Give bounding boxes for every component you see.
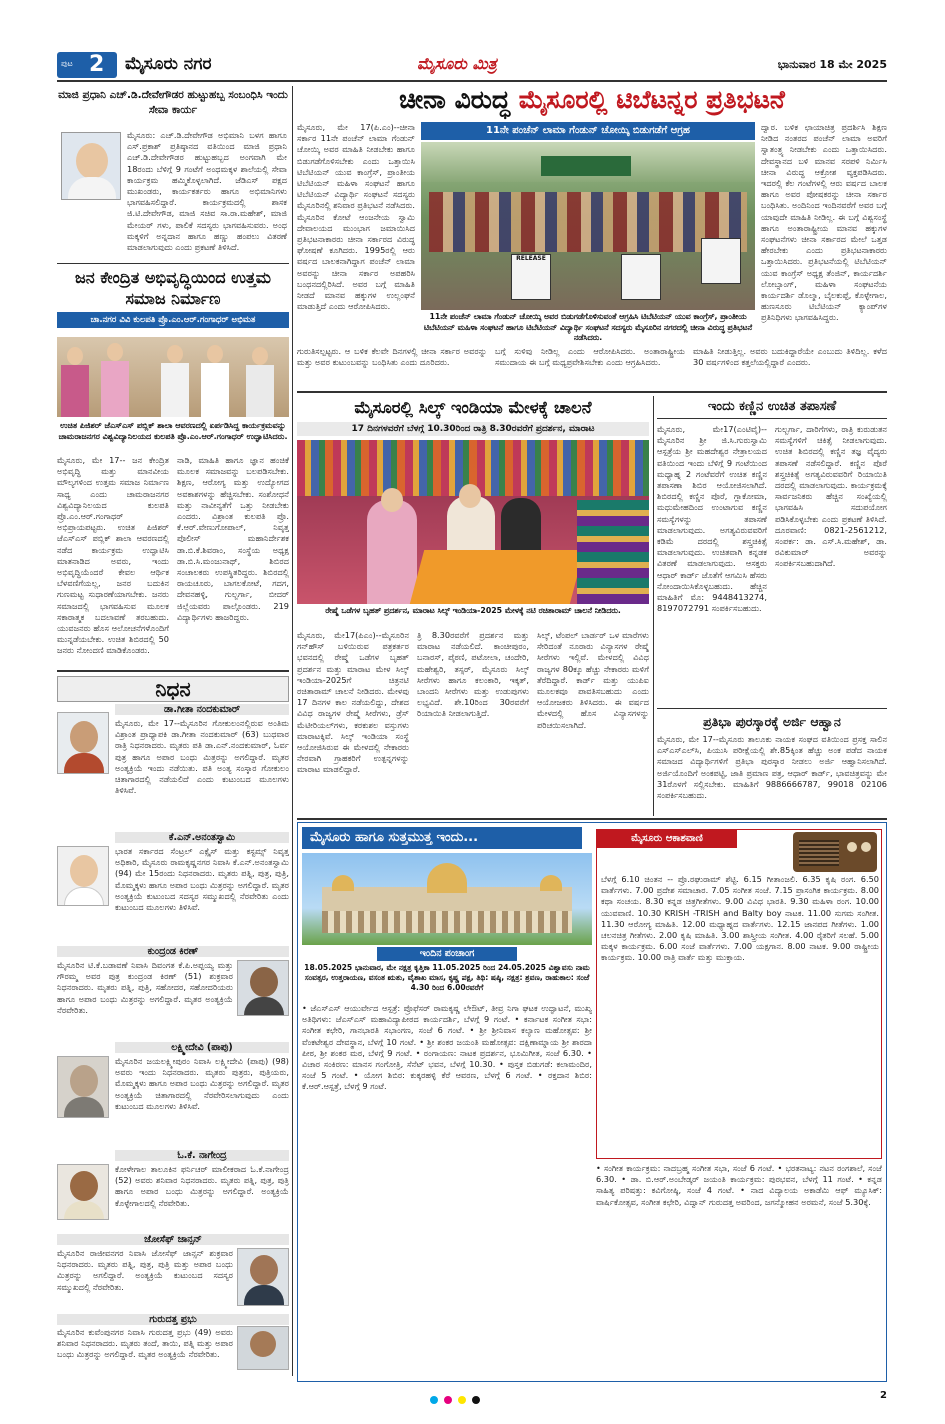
header-rule <box>57 80 887 82</box>
obituary-photo <box>237 1248 289 1306</box>
radio-box <box>596 829 882 1159</box>
page-number: 2 <box>89 52 105 77</box>
eye-test-col1: ಮೈಸೂರು, ಮೇ17(ಎಂಟಿವೈ)--ಮೈಸೂರಿನ ಶ್ರೀ ಜಿ.ಸಿ.ಗುರುಸ್ವಾಮಿ ಆಸ್ಪತ್ರೆಯ ಶ್ರೀ ಮಹದೇಶ್ವರ ನೇತ್ರಾಲಯದ ವತಿಯಿಂದ ಇಂದು ಬೆಳಿಗ್ಗೆ 9 ಗಂಟೆಯಿಂದ ಮಧ್ಯಾಹ್ನ 2 ಗಂಟೆವರೆಗೆ ಉಚಿತ ಕಣ್ಣಿನ ತಪಾಸಣಾ ಶಿಬಿರ ಆಯೋಜಿಸಲಾಗಿದೆ. ಶಿಬಿರದಲ್ಲಿ ಕಣ್ಣಿನ ಪೊರೆ, ಗ್ಲಾಕೋಮಾ, ಮಧುಮೇಹದಿಂದ ಉಂಟಾಗುವ ಕಣ್ಣಿನ ಸಮಸ್ಯೆಗಳನ್ನು ತಪಾಸಣೆ ಮಾಡಲಾಗುವುದು. ಅಗತ್ಯವಿರುವವರಿಗೆ ಕಡಿಮೆ ದರದಲ್ಲಿ ಶಸ್ತ್ರಚಿಕಿತ್ಸೆ ಮಾಡಲಾಗುವುದು. ಉಚಿತವಾಗಿ ಕನ್ನಡಕ ವಿತರಣೆ ಮಾಡಲಾಗುವುದು. ಆಸಕ್ತರು ಆಧಾರ್ ಕಾರ್ಡ್ ಜೊತೆಗೆ ಆಗಮಿಸಿ ಹೆಸರು ನೋಂದಾಯಿಸಿಕೊಳ್ಳಬಹುದು. ಹೆಚ್ಚಿನ ಮಾಹಿತಿಗೆ ಮೊ: 9448413274, 8197072791 ಸಂಪರ್ಕಿಸಬಹುದು. <box>657 424 767 614</box>
obituary-text: ಮೈಸೂರು, ಮೇ 17--ಮೈಸೂರಿನ ಗೋಕುಲಂನಲ್ಲಿರುವ ಅಂತಿಮ ವಿಶ್ರಾಂತ ಪ್ರಾಧ್ಯಾಪಕಿ ಡಾ.ಗೀತಾ ನಂದಕುಮಾರ್ (63) ಬುಧವಾರ ರಾತ್ರಿ ನಿಧನರಾದರು. ಮೃತರು ಪತಿ ಡಾ.ಎನ್.ನಂದಕುಮಾರ್, ಓರ್ವ ಪುತ್ರ ಹಾಗೂ ಅಪಾರ ಬಂಧು ಮಿತ್ರರನ್ನು ಅಗಲಿದ್ದಾರೆ. ಮೃತರ ಅಂತ್ಯಕ್ರಿಯೆ ಇಂದು ನಡೆಯಿತು. ಪತಿ ಅಂತ್ಯ ಸಂಸ್ಕಾರ ಗೋಕುಲಂ ಚಿತಾಗಾರದಲ್ಲಿ ನಡೆಯಲಿದೆ ಎಂದು ಕುಟುಂಬದ ಮೂಲಗಳು ತಿಳಿಸಿವೆ. <box>115 718 289 796</box>
obituary-entry <box>57 1234 289 1310</box>
tibet-headline-part2: ಮೈಸೂರಲ್ಲಿ ಟಿಬೆಟನ್ನರ ಪ್ರತಿಭಟನೆ <box>518 85 785 114</box>
tibet-col3b: ಮಾಹಿತಿ ನೀಡುತ್ತಿಲ್ಲ. ಅವರು ಬದುಕಿದ್ದಾರೆಯೇ ಎಂಬುದು ತಿಳಿದಿಲ್ಲ. ಕಳೆದ 30 ವರ್ಷಗಳಿಂದ ಕತ್ತಲೆಯಲ್ಲಿದ್ದಾರೆ ಎಂದರು. <box>693 346 887 368</box>
award-story <box>657 712 887 816</box>
devegowda-photo <box>61 132 121 200</box>
obituary-text: ಮೈಸೂರಿನ ಜಯಲಕ್ಷ್ಮೀಪುರಂ ನಿವಾಸಿ ಲಕ್ಷ್ಮೀದೇವಿ (ಪಾಪು) (98) ಅವರು ಇಂದು ನಿಧನರಾದರು. ಮೃತರು ಪುತ್ರರು, ಪುತ್ರಿಯರು, ಮೊಮ್ಮಕ್ಕಳು ಹಾಗೂ ಅಪಾರ ಬಂಧು ಮಿತ್ರರನ್ನು ಅಗಲಿದ್ದಾರೆ. ಮೃತರ ಅಂತ್ಯಕ್ರಿಯೆ ಚಿತಾಗಾರದಲ್ಲಿ ನೆರವೇರಿಸಲಾಗುವುದು ಎಂದು ಕುಟುಂಬದ ಮೂಲಗಳು ತಿಳಿಸಿವೆ. <box>115 1056 289 1111</box>
devegowda-story <box>57 88 289 260</box>
radio-title: ಮೈಸೂರು ಆಕಾಶವಾಣಿ <box>597 830 737 848</box>
today-listings-right: • ಸಂಗೀತ ಕಾರ್ಯಕ್ರಮ: ನಾದಬ್ರಹ್ಮ ಸಂಗೀತ ಸಭಾ, ಸಂಜೆ 6 ಗಂಟೆ. • ಭರತನಾಟ್ಯ: ನಟನ ರಂಗಶಾಲೆ, ಸಂಜೆ 6.30. • ಡಾ. ಬಿ.ಆರ್.ಅಂಬೇಡ್ಕರ್ ಜಯಂತಿ ಕಾರ್ಯಕ್ರಮ: ಪುರಭವನ, ಬೆಳಗ್ಗೆ 11 ಗಂಟೆ. • ಕನ್ನಡ ಸಾಹಿತ್ಯ ಪರಿಷತ್ತು: ಕವಿಗೋಷ್ಠಿ, ಸಂಜೆ 4 ಗಂಟೆ. • ನಾದ ವಿದ್ಯಾಲಯ ಅಕಾಡೆಮಿ ಆಫ್ ಮ್ಯೂಸಿಕ್: ವಾರ್ಷಿಕೋತ್ಸವ, ಸಂಗೀತ ಕಛೇರಿ, ವಿದ್ವಾನ್ ಗುರುದತ್ತ ಅವರಿಂದ, ಜಗನ್ಮೋಹನ ಅರಮನೆ, ಸಂಜೆ 5.30ಕ್ಕೆ. <box>596 1163 882 1207</box>
obituary-photo <box>237 960 289 1016</box>
obituary-text: ಭಾರತ ಸರ್ಕಾರದ ಸೆಂಟ್ರಲ್ ಎಕ್ಸೈಸ್ ಮತ್ತು ಕಸ್ಟಮ್ಸ್ ನಿವೃತ್ತ ಅಧಿಕಾರಿ, ಮೈಸೂರು ರಾಮಕೃಷ್ಣನಗರ ನಿವಾಸಿ ಕೆ.ಎನ್.ಅನಂತಸ್ವಾಮಿ (94) ಮೇ 15ರಂದು ನಿಧನರಾದರು. ಮೃತರು ಪತ್ನಿ, ಪುತ್ರ, ಪುತ್ರಿ, ಮೊಮ್ಮಕ್ಕಳು ಹಾಗೂ ಅಪಾರ ಬಂಧು ಮಿತ್ರರನ್ನು ಅಗಲಿದ್ದಾರೆ. ಮೃತರ ಅಂತ್ಯಕ್ರಿಯೆ ಕುಟುಂಬದ ಸದಸ್ಯರ ಸಮ್ಮುಖದಲ್ಲಿ ನೆರವೇರಿತು ಎಂದು ಕುಟುಂಬದ ಮೂಲಗಳು ತಿಳಿಸಿವೆ. <box>115 846 289 913</box>
tibet-headline <box>297 84 887 116</box>
development-col1: ಮೈಸೂರು, ಮೇ 17-- ಜನ ಕೇಂದ್ರಿತ ಅಭಿವೃದ್ಧಿ ಮತ್ತು ಮಾನವೀಯ ಮೌಲ್ಯಗಳಿಂದ ಉತ್ತಮ ಸಮಾಜ ನಿರ್ಮಾಣ ಸಾಧ್ಯ ಎಂದು ಚಾಮರಾಜನಗರ ವಿಶ್ವವಿದ್ಯಾನಿಲಯದ ಕುಲಪತಿ ಪ್ರೊ.ಎಂ.ಆರ್.ಗಂಗಾಧರ್ ಅಭಿಪ್ರಾಯಪಟ್ಟರು. ಉಚಿತ ಪಿಜಿಶರ್ ಜೆಎಸ್ಎಸ್ ಪಬ್ಲಿಕ್ ಶಾಲಾ ಆವರಣದಲ್ಲಿ ನಡೆದ ಕಾರ್ಯಕ್ರಮ ಉದ್ಘಾಟಿಸಿ ಮಾತನಾಡಿದ ಅವರು, ಇಂದು ಅಭಿವೃದ್ಧಿಯೆಂದರೆ ಕೇವಲ ಆರ್ಥಿಕ ಬೆಳವಣಿಗೆಯಲ್ಲ, ಜನರ ಬದುಕಿನ ಗುಣಮಟ್ಟ ಸುಧಾರಣೆಯಾಗಬೇಕು. ಜನರು ಸಮಾಜದಲ್ಲಿ ಭಾಗವಹಿಸುವ ಮೂಲಕ ಸಕಾರಾತ್ಮಕ ಬದಲಾವಣೆ ತರಬಹುದು. ಯುವಜನರು ಹೊಸ ಆಲೋಚನೆಗಳೊಂದಿಗೆ ಮುನ್ನಡೆಯಬೇಕು. ಉಚಿತ ಶಿಬಿರದಲ್ಲಿ 50 ಜನರು ನೋಂದಣಿ ಮಾಡಿಕೊಂಡರು. <box>57 455 169 656</box>
silk-subtitle: 17 ದಿನಗಳವರೆಗೆ ಬೆಳಗ್ಗೆ 10.30ರಿಂದ ರಾತ್ರಿ 8.30ರವರೆಗೆ ಪ್ರದರ್ಶನ, ಮಾರಾಟ <box>297 422 649 436</box>
silk-col2: ತ್ರಿ 8.30ರವರೆಗೆ ಪ್ರದರ್ಶನ ಮತ್ತು ಮಾರಾಟ ನಡೆಯಲಿದೆ. ಕಾಂಚೀಪುರಂ, ಬನಾರಸ್, ಪೈಠಣಿ, ಪಟೋಲಾ, ಚಂದೇರಿ, ಮಹೇಶ್ವರಿ, ತಸ್ಸರ್, ಮೈಸೂರು ಸಿಲ್ಕ್ ಸೀರೆಗಳು ಹಾಗೂ ಕಲಂಕಾರಿ, ಇಕ್ಕತ್, ಬಾಂದನಿ ಸೀರೆಗಳು ಮತ್ತು ಉಡುಪುಗಳು ಲಭ್ಯವಿದೆ. ಶೇ.10ರಿಂದ 30ರವರೆಗೆ ರಿಯಾಯಿತಿ ನೀಡಲಾಗುತ್ತಿದೆ. <box>417 630 529 719</box>
section-title: ಮೈಸೂರು ನಗರ <box>125 54 212 74</box>
divider <box>57 670 289 672</box>
obituary-entry <box>57 832 289 942</box>
obituary-photo <box>57 712 109 774</box>
obituary-entry <box>57 1314 289 1371</box>
tibet-sign-text: RELEASE <box>516 255 546 262</box>
eye-test-headline: ಇಂದು ಕಣ್ಣಿನ ಉಚಿತ ತಪಾಸಣೆ <box>657 396 887 419</box>
silk-headline-part2: ಮೇಳಕ್ಕೆ ಚಾಲನೆ <box>508 398 592 417</box>
silk-caption: ರೇಷ್ಮೆ ಒಡೆಗಳ ಬೃಹತ್ ಪ್ರದರ್ಶನ, ಮಾರಾಟ ಸಿಲ್ಕ್ ಇಂಡಿಯಾ-2025 ಮೇಳಕ್ಕೆ ನಟಿ ರಚಿತಾರಾಮ್ ಚಾಲನೆ ನೀಡಿದರು. <box>325 606 621 615</box>
divider <box>297 818 887 820</box>
obituary-name: ಕುಂದ್ರಂಡ ಕಿರಣ್ <box>57 946 289 957</box>
obituary-text: ಮೈಸೂರಿನ ಟಿ.ಕೆ.ಬಡಾವಣೆ ನಿವಾಸಿ ದಿವಂಗತ ಕೆ.ಪಿ.ಅಪ್ಪಯ್ಯ ಮತ್ತು ಗೌರಮ್ಮ ಅವರ ಪುತ್ರ ಕುಂದ್ರಂಡ ಕಿರಣ್ (51) ಶುಕ್ರವಾರ ನಿಧನರಾದರು. ಮೃತರು ಪತ್ನಿ, ಪುತ್ರಿ, ಸಹೋದರ, ಸಹೋದರಿಯರು ಹಾಗೂ ಅಪಾರ ಬಂಧು ಮಿತ್ರರನ್ನು ಅಗಲಿದ್ದಾರೆ. ಮೃತರ ಅಂತ್ಯಕ್ರಿಯೆ ನೆರವೇರಿತು. <box>57 960 233 1015</box>
obituary-name: ಗುರುದತ್ತ ಪ್ರಭು <box>57 1314 289 1325</box>
color-registration-strip <box>430 1396 520 1404</box>
tibet-col2b: ಬಗ್ಗೆ ಸುಳಿವು ನೀಡಿಲ್ಲ ಎಂದು ಆರೋಪಿಸಿದರು. ಅಂತಾರಾಷ್ಟ್ರೀಯ ಸಮುದಾಯ ಈ ಬಗ್ಗೆ ಮಧ್ಯಪ್ರವೇಶಿಸಬೇಕು ಎಂದು ಆಗ್ರಹಿಸಿದರು. <box>495 346 685 368</box>
radio-body: ಬೆಳಗ್ಗೆ 6.10 ಚಿಂತನ -- ಪ್ರೊ.ರಘುರಾಮ್ ಶೆಟ್ಟಿ. 6.15 ಗೀತಾಂಜಲಿ. 6.35 ಕೃಷಿ ರಂಗ. 6.50 ವಾರ್ತೆಗಳು. 7.00 ಪ್ರದೇಶ ಸಮಾಚಾರ. 7.05 ಸಂಗೀತ ಸಂಜೆ. 7.15 ಪ್ರಾಸಂಗಿಕ ಕಾರ್ಯಕ್ರಮ. 8.00 ಕಥಾ ಸಂಚಯ. 8.30 ಕನ್ನಡ ಚಿತ್ರಗೀತೆಗಳು. 9.00 ವಿವಿಧ ಭಾರತಿ. 9.30 ಮಹಿಳಾ ರಂಗ. 10.00 ಯುವವಾಣಿ. 10.30 KRISH -TRISH and Balty boy ನಾಟಕ. 11.00 ಸುಗಮ ಸಂಗೀತ. 11.30 ಆರೋಗ್ಯ ಮಾಹಿತಿ. 12.00 ಮಧ್ಯಾಹ್ನದ ವಾರ್ತೆಗಳು. 12.15 ಜಾನಪದ ಗೀತೆಗಳು. 1.00 ಚಲನಚಿತ್ರ ಗೀತೆಗಳು. 2.00 ಕೃಷಿ ಮಾಹಿತಿ. 3.00 ಶಾಸ್ತ್ರೀಯ ಸಂಗೀತ. 4.00 ರೈತರಿಗೆ ಸಲಹೆ. 5.00 ಮಕ್ಕಳ ಕಾರ್ಯಕ್ರಮ. 6.00 ಸಂಜೆ ವಾರ್ತೆಗಳು. 7.00 ಯಕ್ಷಗಾನ. 8.00 ನಾಟಕ. 9.00 ರಾಷ್ಟ್ರೀಯ ಕಾರ್ಯಕ್ರಮ. 10.00 ರಾತ್ರಿ ವಾರ್ತೆ ಮತ್ತು ಮುಕ್ತಾಯ. <box>601 874 879 963</box>
column-rule <box>292 86 293 1376</box>
obituary-text: ಮೈಸೂರಿನ ಕುವೆಂಪುನಗರ ನಿವಾಸಿ ಗುರುದತ್ತ ಪ್ರಭು (49) ಅವರು ಶನಿವಾರ ನಿಧನರಾದರು. ಮೃತರು ತಂದೆ, ತಾಯಿ, ಪತ್ನಿ ಮತ್ತು ಅಪಾರ ಬಂಧು ಮಿತ್ರರನ್ನು ಅಗಲಿದ್ದಾರೆ. ಮೃತರ ಅಂತ್ಯಕ್ರಿಯೆ ನೆರವೇರಿತು. <box>57 1327 233 1360</box>
eye-test-story <box>657 396 887 706</box>
obituary-name: ಜೋಸೆಫ್ ಜಾನ್ಸನ್ <box>57 1234 289 1245</box>
obituary-heading: ನಿಧನ <box>57 676 289 702</box>
radio-icon <box>793 832 877 872</box>
palace-photo <box>302 853 592 945</box>
tibet-headline-part1: ಚೀನಾ ವಿರುದ್ಧ <box>399 85 511 114</box>
tibet-sign <box>511 254 551 300</box>
silk-photo <box>297 440 649 604</box>
obituary-entry <box>57 704 289 824</box>
tibet-col1b: ಗುರುತಿಸಲ್ಪಟ್ಟರು. ಆ ಬಳಿಕ ಕೆಲವೇ ದಿನಗಳಲ್ಲಿ ಚೀನಾ ಸರ್ಕಾರ ಅವರನ್ನು ಮತ್ತು ಅವರ ಕುಟುಂಬವನ್ನು ಬಂಧಿಸಿತು ಎಂದು ದೂರಿದರು. <box>297 346 487 368</box>
obituary-entry <box>57 946 289 1038</box>
obituary-name: ಕೆ.ಎನ್.ಅನಂತಸ್ವಾಮಿ <box>115 832 289 843</box>
tibet-story <box>297 84 887 390</box>
panchanga-box <box>302 947 592 999</box>
today-section <box>297 822 887 1382</box>
devegowda-headline: ಮಾಜಿ ಪ್ರಧಾನಿ ಎಚ್.ಡಿ.ದೇವೇಗೌಡರ ಹುಟ್ಟುಹಬ್ಬ ಸಂಬಂಧಿಸಿ ಇಂದು ಸೇವಾ ಕಾರ್ಯ <box>58 89 288 116</box>
obituary-entry <box>57 1042 289 1146</box>
development-headline: ಜನ ಕೇಂದ್ರಿತ ಅಭಿವೃದ್ಧಿಯಿಂದ ಉತ್ತಮ ಸಮಾಜ ನಿರ್ಮಾಣ <box>75 268 271 308</box>
eye-test-col2: ಗುಲ್ಬರ್ಗಾ, ದಾರಿಗೆಗಳು, ರಾತ್ರಿ ಕುರುಡುತನ ಸಮಸ್ಯೆಗಳಿಗೆ ಚಿಕಿತ್ಸೆ ನೀಡಲಾಗುವುದು. ಉಚಿತ ಶಿಬಿರದಲ್ಲಿ ಕಣ್ಣಿನ ತಜ್ಞ ವೈದ್ಯರು ತಪಾಸಣೆ ನಡೆಸಲಿದ್ದಾರೆ. ಕಣ್ಣಿನ ಪೊರೆ ಶಸ್ತ್ರಚಿಕಿತ್ಸೆ ಅಗತ್ಯವಿರುವವರಿಗೆ ರಿಯಾಯಿತಿ ದರದಲ್ಲಿ ಮಾಡಲಾಗುವುದು. ಕಾರ್ಯಕ್ರಮಕ್ಕೆ ಸಾರ್ವಜನಿಕರು ಹೆಚ್ಚಿನ ಸಂಖ್ಯೆಯಲ್ಲಿ ಭಾಗವಹಿಸಿ ಸದುಪಯೋಗ ಪಡಿಸಿಕೊಳ್ಳಬೇಕು ಎಂದು ಪ್ರಕಟಣೆ ತಿಳಿಸಿದೆ. ದೂರವಾಣಿ: 0821-2561212, ಸಂಪರ್ಕ: ಡಾ. ಎಸ್.ಸಿ.ಮಹೇಶ್, ಡಾ. ರವಿಕುಮಾರ್ ಅವರನ್ನು ಸಂಪರ್ಕಿಸಬಹುದಾಗಿದೆ. <box>775 424 887 569</box>
obituary-text: ಮೈಸೂರಿನ ರಾಜೀವನಗರ ನಿವಾಸಿ ಜೋಸೆಫ್ ಜಾನ್ಸನ್ ಶುಕ್ರವಾರ ನಿಧನರಾದರು. ಮೃತರು ಪತ್ನಿ, ಪುತ್ರ, ಪುತ್ರಿ ಮತ್ತು ಅಪಾರ ಬಂಧು ಮಿತ್ರರನ್ನು ಅಗಲಿದ್ದಾರೆ. ಅಂತ್ಯಕ್ರಿಯೆ ಕುಟುಂಬದ ಸದಸ್ಯರ ಸಮ್ಮುಖದಲ್ಲಿ ನೆರವೇರಿತು. <box>57 1248 233 1292</box>
page-badge <box>57 52 117 78</box>
today-listings-left: • ಜೆಎಸ್ಎಸ್ ಆಯುರ್ವೇದ ಆಸ್ಪತ್ರೆ: ಪ್ರೊಫೆಸರ್ ರಾಮಕೃಷ್ಣ ಲೇಔಟ್, ತೀವ್ರ ನಿಗಾ ಘಟಕ ಉದ್ಘಾಟನೆ, ಮುಖ್ಯ ಅತಿಥಿಗಳು: ಜೆಎಸ್ಎಸ್ ಮಹಾವಿದ್ಯಾಪೀಠದ ಕಾರ್ಯದರ್ಶಿ, ಬೆಳಗ್ಗೆ 9 ಗಂಟೆ. • ಕರ್ನಾಟಕ ಸಂಗೀತ ಸಭಾ: ಸಂಗೀತ ಕಛೇರಿ, ಗಾನಭಾರತಿ ಸಭಾಂಗಣ, ಸಂಜೆ 6 ಗಂಟೆ. • ಶ್ರೀ ಶ್ರೀನಿವಾಸ ಕಲ್ಯಾಣ ಮಹೋತ್ಸವ: ಶ್ರೀ ವೆಂಕಟೇಶ್ವರ ದೇವಸ್ಥಾನ, ಬೆಳಗ್ಗೆ 10 ಗಂಟೆ. • ಶ್ರೀ ಶಂಕರ ಜಯಂತಿ ಮಹೋತ್ಸವ: ದಕ್ಷಿಣಾಮ್ನಾಯ ಶ್ರೀ ಶಾರದಾ ಪೀಠ, ಶ್ರೀ ಶಂಕರ ಮಠ, ಬೆಳಗ್ಗೆ 9 ಗಂಟೆ. • ರಂಗಾಯಣ: ನಾಟಕ ಪ್ರದರ್ಶನ, ಭೂಮಿಗೀತ, ಸಂಜೆ 6.30. • ವಿಚಾರ ಸಂಕಿರಣ: ಮಾನಸ ಗಂಗೋತ್ರಿ, ಸೆನೆಟ್ ಭವನ, ಬೆಳಗ್ಗೆ 10.30. • ಪುಸ್ತಕ ಬಿಡುಗಡೆ: ಕಲಾಮಂದಿರ, ಸಂಜೆ 5 ಗಂಟೆ. • ಯೋಗ ಶಿಬಿರ: ಕುಕ್ಕರಹಳ್ಳಿ ಕೆರೆ ಆವರಣ, ಬೆಳಗ್ಗೆ 6 ಗಂಟೆ. • ರಕ್ತದಾನ ಶಿಬಿರ: ಕೆ.ಆರ್.ಆಸ್ಪತ್ರೆ, ಬೆಳಗ್ಗೆ 9 ಗಂಟೆ. <box>302 1003 592 1092</box>
panchanga-body: 18.05.2025 ಭಾನುವಾರ, ಮೇ ನಕ್ಷತ್ರ ಕೃತ್ತಿಕಾ 11.05.2025 ರಿಂದ 24.05.2025 ವಿಶ್ವಾವಸು ನಾಮ ಸಂವತ್ಸರ, ಉತ್ತರಾಯಣ, ವಸಂತ ಋತು, ವೈಶಾಖ ಮಾಸ, ಕೃಷ್ಣ ಪಕ್ಷ, ತಿಥಿ: ಷಷ್ಠಿ, ನಕ್ಷತ್ರ: ಶ್ರವಣ, ರಾಹುಕಾಲ: ಸಂಜೆ 4.30 ರಿಂದ 6.00ರವರೆಗೆ <box>304 963 590 992</box>
devegowda-body: ಮೈಸೂರು: ಎಚ್.ಡಿ.ದೇವೇಗೌಡ ಅಭಿಮಾನಿ ಬಳಗ ಹಾಗೂ ಎಸ್.ಪ್ರಕಾಶ್ ಪ್ರತಿಷ್ಠಾನದ ವತಿಯಿಂದ ಮಾಜಿ ಪ್ರಧಾನಿ ಎಚ್.ಡಿ.ದೇವೇಗೌಡರ ಹುಟ್ಟುಹಬ್ಬದ ಅಂಗವಾಗಿ ಮೇ 18ರಂದು ಬೆಳಿಗ್ಗೆ 9 ಗಂಟೆಗೆ ಅಂಧಮಕ್ಕಳ ಶಾಲೆಯಲ್ಲಿ ಸೇವಾ ಕಾರ್ಯಕ್ರಮ ಹಮ್ಮಿಕೊಳ್ಳಲಾಗಿದೆ. ಜೆಡಿಎಸ್ ಪಕ್ಷದ ಮುಖಂಡರು, ಕಾರ್ಯಕರ್ತರು ಹಾಗೂ ಅಭಿಮಾನಿಗಳು ಭಾಗವಹಿಸಲಿದ್ದಾರೆ. ಕಾರ್ಯಕ್ರಮದಲ್ಲಿ ಶಾಸಕ ಜಿ.ಟಿ.ದೇವೇಗೌಡ, ಮಾಜಿ ಸಚಿವ ಸಾ.ರಾ.ಮಹೇಶ್, ಮಾಜಿ ಮೇಯರ್ ಗಳು, ಪಾಲಿಕೆ ಸದಸ್ಯರು ಭಾಗವಹಿಸುವರು. ಅಂಧ ಮಕ್ಕಳಿಗೆ ಅನ್ನದಾನ ಹಾಗೂ ಹಣ್ಣು ಹಂಪಲು ವಿತರಣೆ ಮಾಡಲಾಗುವುದು ಎಂದು ಪ್ರಕಟಣೆ ತಿಳಿಸಿದೆ. <box>127 130 287 253</box>
development-col2: ನಾಡಿ, ಮಾಹಿತಿ ಹಾಗೂ ಜ್ಞಾನ ಹಂಚಿಕೆ ಮೂಲಕ ಸಮಾಜವನ್ನು ಬಲಪಡಿಸಬೇಕು. ಶಿಕ್ಷಣ, ಆರೋಗ್ಯ ಮತ್ತು ಉದ್ಯೋಗದ ಅವಕಾಶಗಳನ್ನು ಹೆಚ್ಚಿಸಬೇಕು. ಸಂಶೋಧನೆ ಮತ್ತು ನಾವೀನ್ಯತೆಗೆ ಒತ್ತು ನೀಡಬೇಕು ಎಂದರು. ವಿಶ್ರಾಂತ ಕುಲಪತಿ ಪ್ರೊ. ಕೆ.ಆರ್.ವೇಣುಗೋಪಾಲ್, ನಿವೃತ್ತ ಪೊಲೀಸ್ ಮಹಾನಿರ್ದೇಶಕ ಡಾ.ಬಿ.ಕೆ.ಶಿವರಾಂ, ಸಂಸ್ಥೆಯ ಅಧ್ಯಕ್ಷ ಡಾ.ಬಿ.ಸಿ.ಮಂಜುನಾಥ್, ಶಿಬಿರದ ಸಂಚಾಲಕರು ಉಪಸ್ಥಿತರಿದ್ದರು. ಶಿಬಿರದಲ್ಲಿ ರಾಯಚೂರು, ಬಾಗಲಕೋಟೆ, ಗದಗ, ದೇವನಹಳ್ಳಿ, ಗುಲ್ಬರ್ಗಾ, ಬೀದರ್ ಜಿಲ್ಲೆಯವರು ಪಾಲ್ಗೊಂಡರು. 219 ವಿದ್ಯಾರ್ಥಿಗಳು ಹಾಜರಿದ್ದರು. <box>177 455 289 622</box>
obituary-section <box>57 676 289 1371</box>
award-body: ಮೈಸೂರು, ಮೇ 17--ಮೈಸೂರು ತಾಲೂಕು ನಾಯಕ ಸಂಘದ ವತಿಯಿಂದ ಪ್ರಸಕ್ತ ಸಾಲಿನ ಎಸ್ಎಸ್ಎಲ್‌ಸಿ, ಪಿಯುಸಿ ಪರೀಕ್ಷೆಯಲ್ಲಿ ಶೇ.85ಕ್ಕಿಂತ ಹೆಚ್ಚು ಅಂಕ ಪಡೆದ ನಾಯಕ ಸಮಾಜದ ವಿದ್ಯಾರ್ಥಿಗಳಿಗೆ ಪ್ರತಿಭಾ ಪುರಸ್ಕಾರ ನೀಡಲು ಅರ್ಜಿ ಆಹ್ವಾನಿಸಲಾಗಿದೆ. ಅರ್ಜಿಯೊಂದಿಗೆ ಅಂಕಪಟ್ಟಿ, ಜಾತಿ ಪ್ರಮಾಣ ಪತ್ರ, ಆಧಾರ್ ಕಾರ್ಡ್, ಭಾವಚಿತ್ರವನ್ನು ಮೇ 31ರೊಳಗೆ ಸಲ್ಲಿಸಬೇಕು. ಮಾಹಿತಿಗೆ 9886666787, 99018 02106 ಸಂಪರ್ಕಿಸಬಹುದು. <box>657 734 887 801</box>
development-story <box>57 267 289 667</box>
silk-headline <box>297 396 649 420</box>
tibet-col1: ಮೈಸೂರು, ಮೇ 17(ಪಿ.ಎಂ)--ಚೀನಾ ಸರ್ಕಾರ 11ನೇ ಪಂಚೆನ್ ಲಾಮಾ ಗೆಂಡುನ್ ಚೋಯ್ಕಿ ಅವರ ಮಾಹಿತಿ ನೀಡಬೇಕು ಹಾಗೂ ಬಿಡುಗಡೆಗೊಳಿಸಬೇಕು ಎಂದು ಒತ್ತಾಯಿಸಿ ಟಿಬೆಟಿಯನ್ ಯುವ ಕಾಂಗ್ರೆಸ್, ಪ್ರಾಂತೀಯ ಟಿಬೆಟಿಯನ್ ಮಹಿಳಾ ಸಂಘಟನೆ ಹಾಗೂ ಟಿಬೆಟಿಯನ್ ವಿದ್ಯಾರ್ಥಿ ಸಂಘಟನೆ ಸದಸ್ಯರು ಮೈಸೂರಿನಲ್ಲಿ ಶನಿವಾರ ಪ್ರತಿಭಟನೆ ನಡೆಸಿದರು. ಮೈಸೂರಿನ ಕೋಟೆ ಆಂಜನೇಯ ಸ್ವಾಮಿ ದೇವಾಲಯದ ಮುಂಭಾಗ ಜಮಾಯಿಸಿದ ಪ್ರತಿಭಟನಾಕಾರರು ಚೀನಾ ಸರ್ಕಾರದ ವಿರುದ್ಧ ಘೋಷಣೆ ಕೂಗಿದರು. 1995ರಲ್ಲಿ ಆರು ವರ್ಷದ ಬಾಲಕನಾಗಿದ್ದಾಗ ಪಂಚೆನ್ ಲಾಮಾ ಅವರನ್ನು ಚೀನಾ ಸರ್ಕಾರ ಅಪಹರಿಸಿ ಬಂಧನದಲ್ಲಿರಿಸಿದೆ. ಅವರ ಬಗ್ಗೆ ಮಾಹಿತಿ ನೀಡದೆ ಮಾನವ ಹಕ್ಕುಗಳ ಉಲ್ಲಂಘನೆ ಮಾಡುತ್ತಿದೆ ಎಂದು ಆರೋಪಿಸಿದರು. <box>297 122 415 312</box>
page-word: ಪುಟ <box>61 59 73 68</box>
tibet-subtitle: 11ನೇ ಪಂಚೆನ್ ಲಾಮಾ ಗೆಂಡುನ್ ಚೋಯ್ಕಿ ಬಿಡುಗಡೆಗೆ ಆಗ್ರಹ <box>421 122 755 140</box>
award-headline: ಪ್ರತಿಭಾ ಪುರಸ್ಕಾರಕ್ಕೆ ಅರ್ಜಿ ಆಹ್ವಾನ <box>703 714 841 729</box>
panchanga-title: ಇಂದಿನ ಪಂಚಾಂಗ <box>377 947 517 961</box>
obituary-photo <box>57 1164 109 1220</box>
divider <box>657 708 887 709</box>
obituary-name: ಡಾ.ಗೀತಾ ನಂದಕುಮಾರ್ <box>115 704 289 715</box>
development-photo <box>57 337 289 417</box>
tibet-caption: 11ನೇ ಪಂಚೆನ್ ಲಾಮಾ ಗೆಂಡುನ್ ಚೋಯ್ಕಿ ಅವರ ಬಿಡುಗಡೆಗೊಳಿಸುವಂತೆ ಆಗ್ರಹಿಸಿ ಟಿಬೆಟಿಯನ್ ಯುವ ಕಾಂಗ್ರೆಸ್, ಪ್ರಾಂತೀಯ ಟಿಬೆಟಿಯನ್ ಮಹಿಳಾ ಸಂಘಟನೆ ಹಾಗೂ ಟಿಬೆಟಿಯನ್ ವಿದ್ಯಾರ್ಥಿ ಸಂಘಟನೆ ಸದಸ್ಯರು ಮೈಸೂರಿನ ನಗರದಲ್ಲಿ ಚೀನಾ ವಿರುದ್ಧ ಪ್ರತಿಭಟನೆ ನಡೆಸಿದರು. <box>423 312 753 342</box>
column-rule <box>653 396 654 816</box>
divider <box>297 391 887 393</box>
divider <box>57 263 289 264</box>
obituary-name: ಓ.ಕೆ. ನಾಗೇಂದ್ರ <box>115 1150 289 1161</box>
masthead <box>57 52 887 78</box>
obituary-name: ಲಕ್ಷ್ಮೀದೇವಿ (ಪಾಪು) <box>115 1042 289 1053</box>
development-caption: ಉಚಿತ ಪಿಜಿಶರ್ ಜೆಎಸ್ಎಸ್ ಪಬ್ಲಿಕ್ ಶಾಲಾ ಆವರಣದಲ್ಲಿ ಏರ್ಪಡಿಸಿದ್ದ ಕಾರ್ಯಕ್ರಮವನ್ನು ಚಾಮರಾಜನಗರ ವಿಶ್ವವಿದ್ಯಾನಿಲಯದ ಕುಲಪತಿ ಪ್ರೊ.ಎಂ.ಆರ್.ಗಂಗಾಧರ್ ಉದ್ಘಾಟಿಸಿದರು. <box>58 421 288 441</box>
silk-col3: ಸಿಲ್ಕ್, ಟೆಂಪಲ್ ಬಾರ್ಡರ್ ಒಳ ಮಾರೆಗಳು ಸೇರಿದಂತೆ ನೂರಾರು ವಿನ್ಯಾಸಗಳ ರೇಷ್ಮೆ ಸೀರೆಗಳು ಇಲ್ಲಿವೆ. ಮೇಳದಲ್ಲಿ ವಿವಿಧ ರಾಜ್ಯಗಳ 80ಕ್ಕೂ ಹೆಚ್ಚು ನೇಕಾರರು ಮಳಿಗೆ ತೆರೆದಿದ್ದಾರೆ. ಕಾರ್ಡ್ ಮತ್ತು ಯುಪಿಐ ಮೂಲಕವೂ ಪಾವತಿಸಬಹುದು ಎಂದು ಆಯೋಜಕರು ತಿಳಿಸಿದರು. ಈ ವರ್ಷದ ಮೇಳದಲ್ಲಿ ಹೊಸ ವಿನ್ಯಾಸಗಳನ್ನು ಪರಿಚಯಿಸಲಾಗಿದೆ. <box>537 630 649 730</box>
issue-date: ಭಾನುವಾರ 18 ಮೇ 2025 <box>777 58 887 71</box>
silk-headline-part1: ಮೈಸೂರಲ್ಲಿ ಸಿಲ್ಕ್ ಇಂಡಿಯಾ <box>354 398 503 417</box>
obituary-text: ಕೋಳೇಗಾಲ ತಾಲೂಕಿನ ಫರ್ನಿಚರ್ ಮಾಲೀಕರಾದ ಓ.ಕೆ.ನಾಗೇಂದ್ರ (52) ಅವರು ಶನಿವಾರ ನಿಧನರಾದರು. ಮೃತರು ಪತ್ನಿ, ಪುತ್ರ, ಪುತ್ರಿ ಹಾಗೂ ಅಪಾರ ಬಂಧು ಮಿತ್ರರನ್ನು ಅಗಲಿದ್ದಾರೆ. ಅಂತ್ಯಕ್ರಿಯೆ ಕೊಳ್ಳೇಗಾಲದಲ್ಲಿ ನೆರವೇರಿತು. <box>115 1164 289 1208</box>
today-banner: ಮೈಸೂರು ಹಾಗೂ ಸುತ್ತಮುತ್ತ ಇಂದು... <box>302 827 582 849</box>
development-subtitle: ಚಾ.ನಗರ ವಿವಿ ಕುಲಪತಿ ಪ್ರೊ.ಎಂ.ಆರ್.ಗಂಗಾಧರ್ ಅಭಿಮತ <box>57 312 289 328</box>
obituary-photo <box>57 1056 109 1118</box>
silk-col1: ಮೈಸೂರು, ಮೇ17(ಪಿಎಂ)--ಮೈಸೂರಿನ ಗನ್‌ಹೌಸ್ ಬಳಿಯಿರುವ ಪತ್ರಕರ್ತರ ಭವನದಲ್ಲಿ ರೇಷ್ಮೆ ಒಡೆಗಳ ಬೃಹತ್ ಪ್ರದರ್ಶನ ಮತ್ತು ಮಾರಾಟ ಮೇಳ ಸಿಲ್ಕ್ ಇಂಡಿಯಾ-2025ಗೆ ಚಿತ್ರನಟಿ ರಚಿತಾರಾಮ್ ಚಾಲನೆ ನೀಡಿದರು. ಮೇಳವು 17 ದಿನಗಳ ಕಾಲ ನಡೆಯಲಿದ್ದು, ದೇಶದ ವಿವಿಧ ರಾಜ್ಯಗಳ ರೇಷ್ಮೆ ಸೀರೆಗಳು, ಡ್ರೆಸ್ ಮೆಟೀರಿಯಲ್‌ಗಳು, ಕರಕುಶಲ ವಸ್ತುಗಳು ಮಾರಾಟಕ್ಕಿವೆ. ಸಿಲ್ಕ್ ಇಂಡಿಯಾ ಸಂಸ್ಥೆ ಆಯೋಜಿಸಿರುವ ಈ ಮೇಳದಲ್ಲಿ ನೇಕಾರರು ನೇರವಾಗಿ ಗ್ರಾಹಕರಿಗೆ ಉತ್ಪನ್ನಗಳನ್ನು ಮಾರಾಟ ಮಾಡಲಿದ್ದಾರೆ. <box>297 630 409 775</box>
footer-page-number: 2 <box>880 1390 887 1401</box>
obituary-photo <box>57 846 109 906</box>
tibet-col3: ದ್ವಾರ. ಬಳಿಕ ಛಾಯಾಚಿತ್ರ ಪ್ರದರ್ಶಿಸಿ ಶಿಕ್ಷಣ ನೀಡಿದ ನಂತರದ ಪಂಚೆನ್ ಲಾಮಾ ಅವರಿಗೆ ಸ್ವಾತಂತ್ರ್ಯ ನೀಡಬೇಕು ಎಂದು ಒತ್ತಾಯಿಸಿದರು. ದೇವಸ್ಥಾನದ ಬಳಿ ಮಾನವ ಸರಪಳಿ ನಿರ್ಮಿಸಿ ಚೀನಾ ವಿರುದ್ಧ ಆಕ್ರೋಶ ವ್ಯಕ್ತಪಡಿಸಿದರು. ಇದರಲ್ಲಿ ಕೆಲ ಗಂಟೆಗಳಲ್ಲಿ ಆರು ವರ್ಷದ ಬಾಲಕ ಹಾಗೂ ಅವರ ಪೋಷಕರನ್ನು ಚೀನಾ ಸರ್ಕಾರ ಬಂಧಿಸಿತು. ಅಂದಿನಿಂದ ಇಂದಿನವರೆಗೆ ಅವರ ಬಗ್ಗೆ ಯಾವುದೇ ಮಾಹಿತಿ ನೀಡಿಲ್ಲ. ಈ ಬಗ್ಗೆ ವಿಶ್ವಸಂಸ್ಥೆ ಹಾಗೂ ಅಂತಾರಾಷ್ಟ್ರೀಯ ಮಾನವ ಹಕ್ಕುಗಳ ಸಂಘಟನೆಗಳು ಚೀನಾ ಸರ್ಕಾರದ ಮೇಲೆ ಒತ್ತಡ ಹೇರಬೇಕು ಎಂದು ಪ್ರತಿಭಟನಾಕಾರರು ಒತ್ತಾಯಿಸಿದರು. ಪ್ರತಿಭಟನೆಯಲ್ಲಿ ಟಿಬೆಟಿಯನ್ ಯುವ ಕಾಂಗ್ರೆಸ್ ಅಧ್ಯಕ್ಷ ತೆಂಜಿನ್, ಕಾರ್ಯದರ್ಶಿ ಲೋಬ್ಸಾಂಗ್, ಮಹಿಳಾ ಸಂಘಟನೆಯ ಕಾರ್ಯದರ್ಶಿ ಡೊಲ್ಮಾ, ಬೈಲಕುಪ್ಪೆ, ಕೊಳ್ಳೇಗಾಲ, ಹುಣಸೂರು ಟಿಬೆಟಿಯನ್ ಕ್ಯಾಂಪ್‌ಗಳ ಪ್ರತಿನಿಧಿಗಳು ಭಾಗವಹಿಸಿದ್ದರು. <box>761 122 887 323</box>
paper-name: ಮೈಸೂರು ಮಿತ್ರ <box>417 54 497 73</box>
obituary-entry <box>57 1150 289 1230</box>
silk-story <box>297 396 649 816</box>
tibet-photo <box>421 142 755 310</box>
obituary-photo <box>237 1326 289 1370</box>
